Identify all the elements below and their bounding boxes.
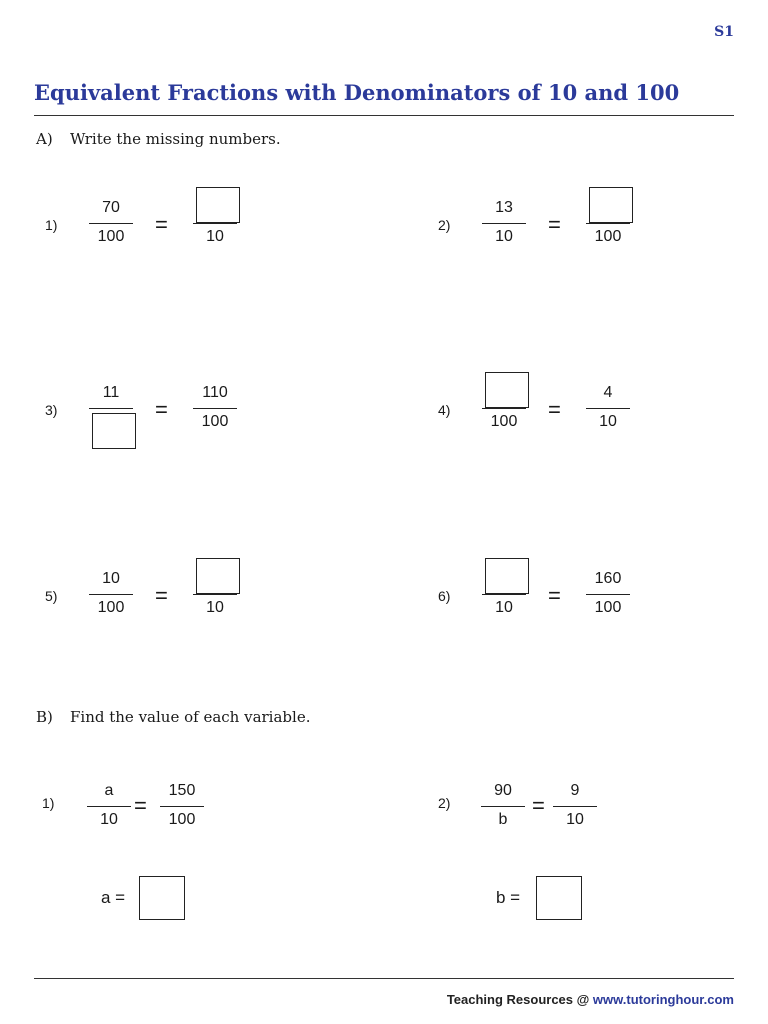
fraction-bar xyxy=(482,223,526,224)
answer-box[interactable] xyxy=(485,558,529,594)
answer-box[interactable] xyxy=(196,558,240,594)
answer-box[interactable] xyxy=(139,876,185,920)
fraction-bar xyxy=(481,806,525,807)
fraction-bar xyxy=(193,594,237,595)
denominator: 100 xyxy=(490,413,518,430)
fraction-bar xyxy=(160,806,204,807)
answer-box[interactable] xyxy=(92,413,136,449)
footer-prefix: Teaching Resources @ xyxy=(446,992,593,1007)
fraction-bar xyxy=(87,806,131,807)
numerator: 10 xyxy=(102,570,120,587)
numerator: 70 xyxy=(102,199,120,216)
footer-link[interactable]: www.tutoringhour.com xyxy=(592,992,734,1007)
page-title: Equivalent Fractions with Denominators of 10 and 100 xyxy=(34,80,680,105)
denominator: 10 xyxy=(495,228,513,245)
denominator: 10 xyxy=(566,811,584,828)
denominator: 100 xyxy=(201,413,229,430)
equals-sign: = xyxy=(548,583,561,608)
equals-sign: = xyxy=(548,212,561,237)
problem-number: 4) xyxy=(438,402,451,418)
numerator: 4 xyxy=(603,384,613,401)
answer-label: a = xyxy=(101,888,126,907)
answer-box[interactable] xyxy=(485,372,529,408)
fraction-bar xyxy=(586,594,630,595)
footer xyxy=(447,992,734,1007)
problem-number: 5) xyxy=(45,588,58,604)
equals-sign: = xyxy=(134,793,147,818)
fraction-bar xyxy=(89,408,133,409)
denominator: 100 xyxy=(97,228,125,245)
sheet-code: S1 xyxy=(714,24,734,40)
problem-number: 6) xyxy=(438,588,451,604)
problem-number: 1) xyxy=(42,795,55,811)
denominator: 100 xyxy=(97,599,125,616)
answer-box[interactable] xyxy=(589,187,633,223)
numerator: 13 xyxy=(495,199,513,216)
equals-sign: = xyxy=(155,397,168,422)
fraction-bar xyxy=(89,594,133,595)
answer-label: b = xyxy=(496,888,521,907)
title-divider xyxy=(34,115,734,116)
fraction-bar xyxy=(193,408,237,409)
problem-number: 2) xyxy=(438,795,451,811)
equals-sign: = xyxy=(532,793,545,818)
denominator: 100 xyxy=(594,228,622,245)
numerator: 160 xyxy=(594,570,622,587)
denominator: 10 xyxy=(206,599,224,616)
denominator: 100 xyxy=(168,811,196,828)
numerator: 9 xyxy=(570,782,580,799)
problem-number: 2) xyxy=(438,217,451,233)
numerator: 11 xyxy=(102,384,120,401)
numerator: 90 xyxy=(494,782,512,799)
problem-number: 1) xyxy=(45,217,58,233)
numerator: 150 xyxy=(168,782,196,799)
denominator: 10 xyxy=(206,228,224,245)
answer-box[interactable] xyxy=(196,187,240,223)
denominator: b xyxy=(498,811,508,828)
denominator: 10 xyxy=(100,811,118,828)
section-a-letter: A) xyxy=(36,130,53,148)
fraction-bar xyxy=(482,408,526,409)
fraction-bar xyxy=(586,223,630,224)
denominator: 100 xyxy=(594,599,622,616)
equals-sign: = xyxy=(548,397,561,422)
denominator: 10 xyxy=(495,599,513,616)
denominator: 10 xyxy=(599,413,617,430)
footer-divider xyxy=(34,978,734,979)
fraction-bar xyxy=(193,223,237,224)
equals-sign: = xyxy=(155,583,168,608)
section-b-letter: B) xyxy=(36,708,53,726)
problem-number: 3) xyxy=(45,402,58,418)
fraction-bar xyxy=(553,806,597,807)
section-b-instruction: Find the value of each variable. xyxy=(70,708,311,726)
answer-box[interactable] xyxy=(536,876,582,920)
section-a-instruction: Write the missing numbers. xyxy=(70,130,281,148)
fraction-bar xyxy=(586,408,630,409)
section-a-heading xyxy=(36,130,281,148)
fraction-bar xyxy=(89,223,133,224)
section-b-heading xyxy=(36,708,310,726)
numerator: a xyxy=(104,782,114,799)
fraction-bar xyxy=(482,594,526,595)
equals-sign: = xyxy=(155,212,168,237)
numerator: 110 xyxy=(202,384,228,401)
